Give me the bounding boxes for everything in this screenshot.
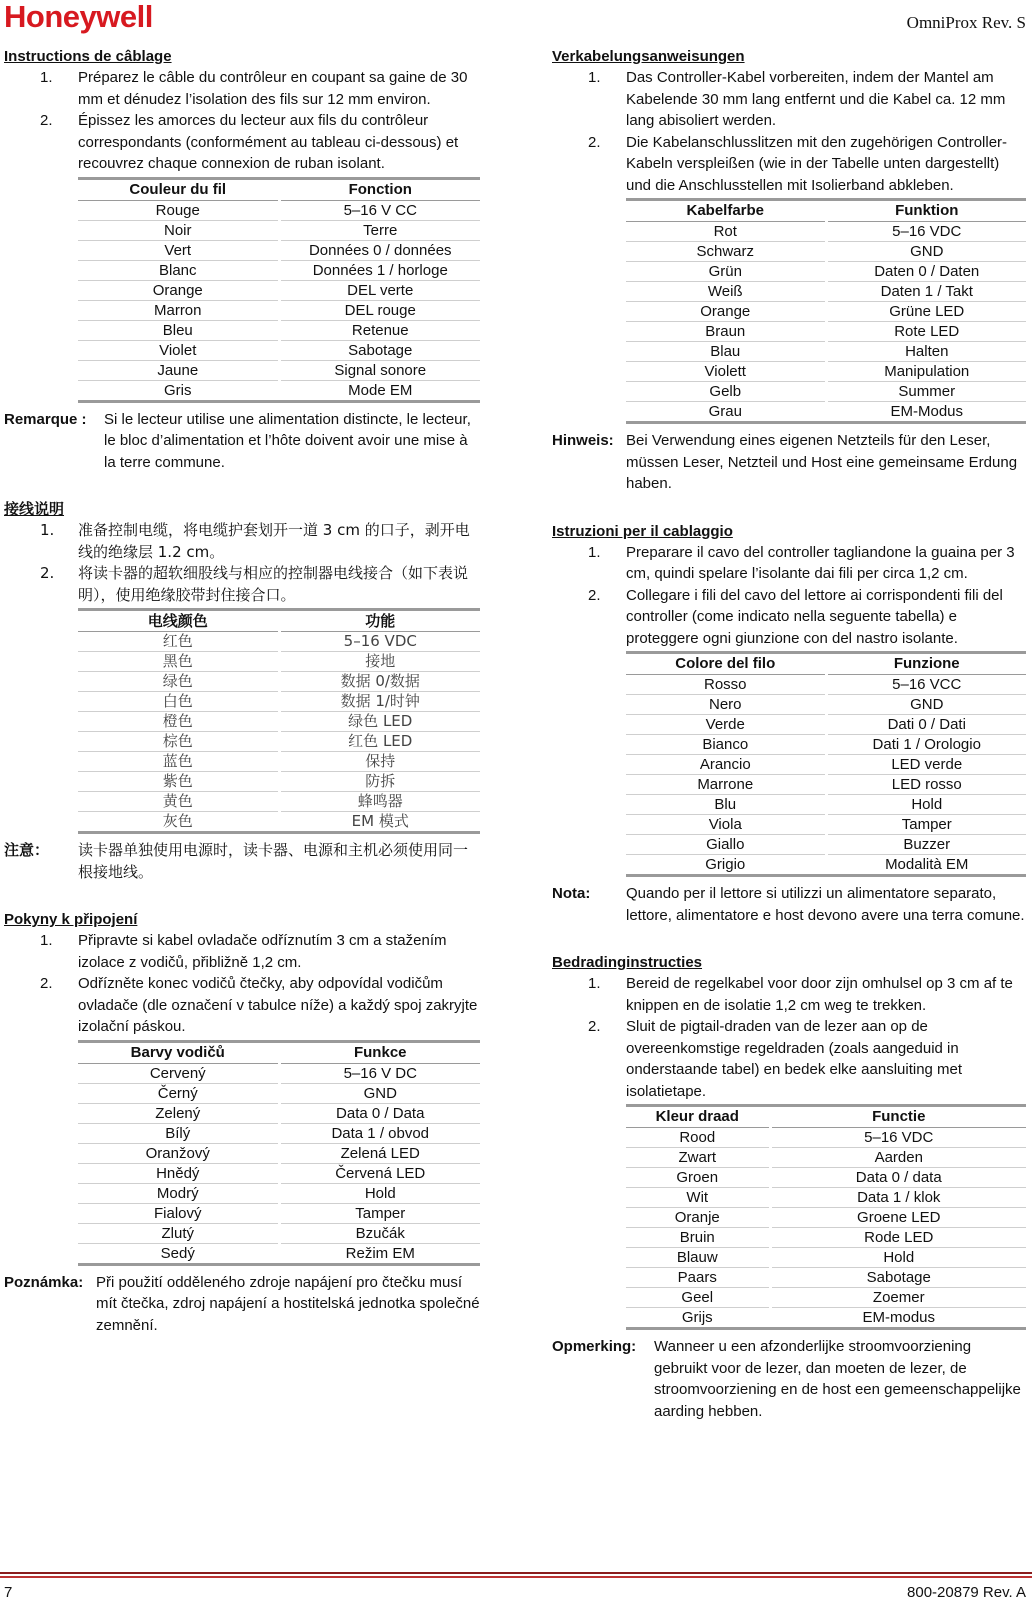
wire-color-cell: Groen [626, 1168, 770, 1188]
table-row [626, 695, 1026, 715]
wire-color-cell: 红色 [78, 632, 279, 652]
wire-function-cell: Data 0 / Data [279, 1103, 480, 1123]
table-row [78, 1183, 480, 1203]
wire-function-cell: Červená LED [279, 1163, 480, 1183]
wire-function-cell: Hold [826, 795, 1026, 815]
wire-function-cell: 接地 [279, 652, 480, 672]
section-czech [4, 909, 480, 1336]
section-heading: Verkabelungsanweisungen [552, 48, 745, 65]
wire-function-cell: Zoemer [770, 1288, 1026, 1308]
wire-color-cell: 蓝色 [78, 752, 279, 772]
wire-color-cell: 黄色 [78, 792, 279, 812]
wire-color-cell: Zwart [626, 1148, 770, 1168]
step-text: Collegare i fili del cavo del lettore ai corrispondenti fili del controller (come indicato nella seguente tabella) e proteggere ogni giunzione con del nastro isolante. [626, 586, 1003, 647]
table-row [78, 732, 480, 752]
note [552, 430, 1026, 495]
column-header-function: Funktion [826, 200, 1026, 222]
document-title: OmniProx Rev. S [906, 13, 1026, 32]
wiring-table [78, 177, 480, 403]
wire-function-cell: DEL verte [279, 280, 480, 300]
note-label: Opmerking: [552, 1338, 637, 1355]
wire-color-cell: Marrone [626, 775, 826, 795]
table-row [78, 632, 480, 652]
step-text: Bereid de regelkabel voor door zijn omhulsel op 3 cm af te knippen en de isolatie 1,2 cm weg te trekken. [626, 975, 1013, 1014]
table-row [78, 772, 480, 792]
table-row [78, 1163, 480, 1183]
step-text: Die Kabelanschlusslitzen mit den zugehörigen Controller-Kabeln verspleißen (wie in der Tabelle unten dargestellt) und die Anschlusstellen mit Isolierband abkleben. [626, 133, 1008, 194]
step-text: Preparare il cavo del controller tagliandone la guaina per 3 cm, quindi spelare l’isolante dai fili per circa 1,2 cm. [626, 543, 1015, 582]
table-row [78, 1203, 480, 1223]
wire-function-cell: Zelená LED [279, 1143, 480, 1163]
wiring-table [626, 1104, 1026, 1330]
note [552, 883, 1026, 926]
page-number: 7 [4, 1584, 13, 1601]
wire-function-cell: 防拆 [279, 772, 480, 792]
table-row [626, 1308, 1026, 1329]
wire-color-cell: Violett [626, 362, 826, 382]
table-row [78, 752, 480, 772]
left-column [4, 46, 480, 1355]
note-text: Wanneer u een afzonderlijke stroomvoorziening gebruikt voor de lezer, dan moeten de lezer, de stroomvoorziening en de host een gemeenschappelijke aarding hebben. [654, 1338, 1021, 1420]
wire-function-cell: Signal sonore [279, 360, 480, 380]
wire-function-cell: GND [826, 695, 1026, 715]
note-text: Při použití odděleného zdroje napájení pro čtečku musí mít čtečka, zdroj napájení a hostitelská jednotka společné zemnění. [96, 1273, 480, 1334]
step-item: 2. Collegare i fili del cavo del lettore ai corrispondenti fili del controller (come indicato nella seguente tabella) e proteggere ogni giunzione con del nastro isolante. [588, 586, 1003, 647]
wire-function-cell: GND [279, 1083, 480, 1103]
table-row [78, 220, 480, 240]
wire-function-cell: Hold [279, 1183, 480, 1203]
table-row [626, 362, 1026, 382]
wire-color-cell: 灰色 [78, 812, 279, 833]
section-heading: Instructions de câblage [4, 48, 172, 65]
table-row [78, 692, 480, 712]
table-row [626, 1148, 1026, 1168]
step-item: 2. 将读卡器的超软细股线与相应的控制器电线接合（如下表说明），使用绝缘胶带封住接合口。 [40, 564, 469, 604]
wire-color-cell: Rot [626, 222, 826, 242]
table-row [78, 792, 480, 812]
note-label: 注意： [4, 841, 50, 859]
table-row [626, 675, 1026, 695]
wire-color-cell: Fialový [78, 1203, 279, 1223]
step-text: Připravte si kabel ovladače odříznutím 3 cm a stažením izolace z vodičů, přibližně 1,2 cm. [78, 932, 447, 971]
wire-color-cell: Blauw [626, 1248, 770, 1268]
note-label: Remarque : [4, 410, 87, 428]
wire-function-cell: Hold [770, 1248, 1026, 1268]
wire-color-cell: Vert [78, 240, 279, 260]
wire-function-cell: Data 1 / obvod [279, 1123, 480, 1143]
step-text: Préparez le câble du contrôleur en coupant sa gaine de 30 mm et dénudez l’isolation des fils sur 12 mm environ. [78, 69, 468, 108]
column-header-function: Functie [770, 1106, 1026, 1128]
table-row [78, 280, 480, 300]
column-header-color: 电线颜色 [78, 610, 279, 632]
table-row [626, 402, 1026, 423]
wire-function-cell: Données 1 / horloge [279, 260, 480, 280]
column-header-color: Kleur draad [626, 1106, 770, 1128]
table-row [78, 1243, 480, 1264]
note-text: Bei Verwendung eines eigenen Netzteils für den Leser, müssen Leser, Netzteil und Host eine gemeinsame Erdung haben. [626, 432, 1018, 492]
table-row [78, 672, 480, 692]
wire-function-cell: Buzzer [826, 835, 1026, 855]
step-item: 1. Préparez le câble du contrôleur en coupant sa gaine de 30 mm et dénudez l’isolation des fils sur 12 mm environ. [40, 69, 468, 108]
note-text: Si le lecteur utilise une alimentation distincte, le lecteur, le bloc d’alimentation et l’hôte doivent avoir une mise à la terre commune. [104, 410, 471, 471]
note-label: Hinweis: [552, 432, 614, 449]
wire-function-cell: Summer [826, 382, 1026, 402]
wire-color-cell: Viola [626, 815, 826, 835]
wire-function-cell: Tamper [279, 1203, 480, 1223]
wire-function-cell: Režim EM [279, 1243, 480, 1264]
table-row [626, 282, 1026, 302]
table-row [626, 242, 1026, 262]
table-row [626, 715, 1026, 735]
honeywell-logo: Honeywell [4, 0, 153, 34]
wire-color-cell: Weiß [626, 282, 826, 302]
footer-rule [0, 1572, 1032, 1578]
section-heading: Istruzioni per il cablaggio [552, 522, 733, 540]
wire-color-cell: Bruin [626, 1228, 770, 1248]
table-row [78, 360, 480, 380]
table-row [78, 712, 480, 732]
table-row [78, 1143, 480, 1163]
wire-color-cell: Braun [626, 322, 826, 342]
table-row [626, 1188, 1026, 1208]
wire-color-cell: Noir [78, 220, 279, 240]
table-row [626, 1128, 1026, 1148]
wire-color-cell: Blu [626, 795, 826, 815]
table-row [626, 1228, 1026, 1248]
wire-function-cell: 5–16 VDC [770, 1128, 1026, 1148]
wire-color-cell: Černý [78, 1083, 279, 1103]
section-heading: 接线说明 [4, 500, 65, 518]
step-item: 1. Das Controller-Kabel vorbereiten, indem der Mantel am Kabelende 30 mm lang entfernt und die Kabel ca. 12 mm lang abisoliert werden. [588, 69, 1006, 129]
wire-function-cell: Mode EM [279, 380, 480, 401]
table-row [78, 300, 480, 320]
note-label: Poznámka: [4, 1273, 84, 1291]
table-row [78, 1223, 480, 1243]
wire-color-cell: Arancio [626, 755, 826, 775]
column-header-color: Kabelfarbe [626, 200, 826, 222]
wire-function-cell: EM-Modus [826, 402, 1026, 423]
step-item: 2. Odřízněte konec vodičů čtečky, aby odpovídal vodičům ovladače (dle označení v tabulce níže) a každý spoj zakryjte izolační páskou. [40, 975, 478, 1035]
wire-function-cell: Daten 1 / Takt [826, 282, 1026, 302]
wire-function-cell: 保持 [279, 752, 480, 772]
section-dutch [552, 952, 1026, 1422]
wire-function-cell: 5–16 VDC [279, 632, 480, 652]
table-row [78, 652, 480, 672]
table-row [626, 775, 1026, 795]
wire-color-cell: 紫色 [78, 772, 279, 792]
step-item: 2. Sluit de pigtail-draden van de lezer aan op de overeenkomstige regeldraden (zoals aangeduid in onderstaande tabel) en bedek elke aansluiting met isolatietape. [588, 1018, 963, 1100]
wire-color-cell: Orange [78, 280, 279, 300]
wire-function-cell: Tamper [826, 815, 1026, 835]
table-row [626, 795, 1026, 815]
step-item: 1. Preparare il cavo del controller tagliandone la guaina per 3 cm, quindi spelare l’isolante dai fili per circa 1,2 cm. [588, 543, 1015, 582]
wire-function-cell: 数据 0/数据 [279, 672, 480, 692]
wire-function-cell: 5–16 VCC [826, 675, 1026, 695]
column-header-color: Barvy vodičů [78, 1041, 279, 1063]
note [4, 840, 480, 883]
wire-color-cell: 棕色 [78, 732, 279, 752]
wire-color-cell: Cervený [78, 1063, 279, 1083]
steps-list [4, 67, 480, 175]
note [4, 409, 480, 474]
wire-function-cell: Retenue [279, 320, 480, 340]
steps-list [552, 542, 1026, 650]
wire-color-cell: 黑色 [78, 652, 279, 672]
wire-function-cell: 数据 1/时钟 [279, 692, 480, 712]
wire-color-cell: Paars [626, 1268, 770, 1288]
wire-color-cell: Wit [626, 1188, 770, 1208]
step-text: Odřízněte konec vodičů čtečky, aby odpovídal vodičům ovladače (dle označení v tabulce níže) a každý spoj zakryjte izolační páskou. [78, 975, 478, 1035]
wire-function-cell: 5–16 V DC [279, 1063, 480, 1083]
table-row [626, 1168, 1026, 1188]
document-number: 800-20879 Rev. A [907, 1584, 1026, 1601]
wiring-table [78, 1040, 480, 1266]
wire-color-cell: Oranje [626, 1208, 770, 1228]
table-row [626, 302, 1026, 322]
table-row [78, 1123, 480, 1143]
step-item: 1. Bereid de regelkabel voor door zijn omhulsel op 3 cm af te knippen en de isolatie 1,2 cm weg te trekken. [588, 975, 1013, 1014]
table-row [626, 815, 1026, 835]
wire-color-cell: Grau [626, 402, 826, 423]
wire-color-cell: Bianco [626, 735, 826, 755]
wire-color-cell: Hnědý [78, 1163, 279, 1183]
wire-color-cell: Geel [626, 1288, 770, 1308]
section-french [4, 46, 480, 473]
wire-function-cell: 红色 LED [279, 732, 480, 752]
wire-function-cell: EM-modus [770, 1308, 1026, 1329]
section-chinese [4, 499, 480, 883]
step-text: Sluit de pigtail-draden van de lezer aan op de overeenkomstige regeldraden (zoals aangeduid in onderstaande tabel) en bedek elke aansluiting met isolatietape. [626, 1018, 963, 1100]
steps-list [4, 930, 480, 1038]
table-row [78, 320, 480, 340]
step-item: 1. Připravte si kabel ovladače odříznutím 3 cm a stažením izolace z vodičů, přibližně 1,2 cm. [40, 932, 447, 971]
wire-color-cell: Schwarz [626, 242, 826, 262]
wire-function-cell: Sabotage [279, 340, 480, 360]
section-heading: Bedradinginstructies [552, 954, 703, 971]
note-label: Nota: [552, 885, 591, 902]
table-row [78, 260, 480, 280]
table-row [78, 340, 480, 360]
wire-function-cell: 蜂鸣器 [279, 792, 480, 812]
column-header-function: Funzione [826, 653, 1026, 675]
note-text: 读卡器单独使用电源时，读卡器、电源和主机必须使用同一根接地线。 [78, 841, 469, 881]
steps-list [4, 520, 480, 606]
wire-function-cell: Manipulation [826, 362, 1026, 382]
wire-color-cell: Zelený [78, 1103, 279, 1123]
right-column [552, 46, 1026, 1441]
wire-function-cell: Données 0 / données [279, 240, 480, 260]
wire-color-cell: Sedý [78, 1243, 279, 1264]
wire-function-cell: Aarden [770, 1148, 1026, 1168]
step-item: 2. Épissez les amorces du lecteur aux fils du contrôleur correspondants (conformément au tableau ci-dessous) et recouvrez chaque connexion de ruban isolant. [40, 112, 459, 172]
column-header-function: Funkce [279, 1041, 480, 1063]
wire-color-cell: Bílý [78, 1123, 279, 1143]
wire-function-cell: Rode LED [770, 1228, 1026, 1248]
wire-color-cell: Nero [626, 695, 826, 715]
column-header-color: Colore del filo [626, 653, 826, 675]
step-text: 将读卡器的超软细股线与相应的控制器电线接合（如下表说明），使用绝缘胶带封住接合口。 [78, 564, 469, 604]
wire-function-cell: Grüne LED [826, 302, 1026, 322]
table-row [78, 240, 480, 260]
wire-color-cell: Blanc [78, 260, 279, 280]
section-heading: Pokyny k připojení [4, 911, 138, 928]
wire-color-cell: Zlutý [78, 1223, 279, 1243]
wire-function-cell: LED rosso [826, 775, 1026, 795]
note-text: Quando per il lettore si utilizzi un alimentatore separato, lettore, alimentatore e host devono avere una terra comune. [626, 885, 1025, 924]
wire-color-cell: Verde [626, 715, 826, 735]
wire-function-cell: EM 模式 [279, 812, 480, 833]
column-header-function: 功能 [279, 610, 480, 632]
wire-function-cell: Dati 0 / Dati [826, 715, 1026, 735]
section-italian [552, 521, 1026, 927]
wire-function-cell: Rote LED [826, 322, 1026, 342]
wiring-table [78, 608, 480, 834]
column-header-function: Fonction [279, 178, 480, 200]
table-row [78, 1083, 480, 1103]
wire-function-cell: Halten [826, 342, 1026, 362]
table-row [626, 1268, 1026, 1288]
step-item: 1. 准备控制电缆，将电缆护套划开一道 3 cm 的口子，剥开电线的绝缘层 1.2 cm。 [40, 521, 470, 561]
wire-color-cell: Gris [78, 380, 279, 401]
table-row [626, 735, 1026, 755]
wire-color-cell: Marron [78, 300, 279, 320]
wire-color-cell: Jaune [78, 360, 279, 380]
wire-function-cell: 5–16 VDC [826, 222, 1026, 242]
table-row [626, 342, 1026, 362]
wire-function-cell: GND [826, 242, 1026, 262]
wire-color-cell: Blau [626, 342, 826, 362]
wiring-table [626, 651, 1026, 877]
wire-function-cell: 绿色 LED [279, 712, 480, 732]
table-row [78, 200, 480, 220]
step-text: Épissez les amorces du lecteur aux fils du contrôleur correspondants (conformément au tableau ci-dessous) et recouvrez chaque connexion de ruban isolant. [78, 112, 459, 172]
wire-function-cell: Data 1 / klok [770, 1188, 1026, 1208]
steps-list [552, 67, 1026, 196]
wire-color-cell: Bleu [78, 320, 279, 340]
table-row [78, 1063, 480, 1083]
wire-color-cell: Modrý [78, 1183, 279, 1203]
table-row [78, 380, 480, 401]
wire-color-cell: Rosso [626, 675, 826, 695]
wire-function-cell: LED verde [826, 755, 1026, 775]
wire-function-cell: 5–16 V CC [279, 200, 480, 220]
section-german [552, 46, 1026, 495]
wire-color-cell: 橙色 [78, 712, 279, 732]
wire-function-cell: Modalità EM [826, 855, 1026, 876]
column-header-color: Couleur du fil [78, 178, 279, 200]
wire-function-cell: Bzučák [279, 1223, 480, 1243]
table-row [626, 855, 1026, 876]
wire-function-cell: Terre [279, 220, 480, 240]
wire-function-cell: Sabotage [770, 1268, 1026, 1288]
wire-color-cell: 绿色 [78, 672, 279, 692]
table-row [626, 322, 1026, 342]
table-row [626, 262, 1026, 282]
table-row [626, 382, 1026, 402]
table-row [626, 1288, 1026, 1308]
wire-color-cell: Gelb [626, 382, 826, 402]
note [4, 1272, 480, 1337]
note [552, 1336, 1026, 1422]
wire-color-cell: Orange [626, 302, 826, 322]
table-row [626, 835, 1026, 855]
step-text: 准备控制电缆，将电缆护套划开一道 3 cm 的口子，剥开电线的绝缘层 1.2 cm。 [78, 521, 470, 561]
step-item: 2. Die Kabelanschlusslitzen mit den zugehörigen Controller-Kabeln verspleißen (wie in der Tabelle unten dargestellt) und die Anschlusstellen mit Isolierband abkleben. [588, 133, 1008, 194]
wire-function-cell: Data 0 / data [770, 1168, 1026, 1188]
wire-color-cell: Grigio [626, 855, 826, 876]
wire-color-cell: Grijs [626, 1308, 770, 1329]
wire-function-cell: Daten 0 / Daten [826, 262, 1026, 282]
table-row [626, 222, 1026, 242]
wire-color-cell: Grün [626, 262, 826, 282]
step-text: Das Controller-Kabel vorbereiten, indem der Mantel am Kabelende 30 mm lang entfernt und die Kabel ca. 12 mm lang abisoliert werden. [626, 69, 1006, 129]
wire-color-cell: 白色 [78, 692, 279, 712]
wire-color-cell: Violet [78, 340, 279, 360]
table-row [626, 1248, 1026, 1268]
wire-color-cell: Rouge [78, 200, 279, 220]
wiring-table [626, 198, 1026, 424]
table-row [626, 755, 1026, 775]
steps-list [552, 973, 1026, 1102]
wire-color-cell: Giallo [626, 835, 826, 855]
wire-function-cell: Groene LED [770, 1208, 1026, 1228]
wire-function-cell: DEL rouge [279, 300, 480, 320]
wire-function-cell: Dati 1 / Orologio [826, 735, 1026, 755]
wire-color-cell: Oranžový [78, 1143, 279, 1163]
table-row [78, 812, 480, 833]
table-row [626, 1208, 1026, 1228]
wire-color-cell: Rood [626, 1128, 770, 1148]
table-row [78, 1103, 480, 1123]
